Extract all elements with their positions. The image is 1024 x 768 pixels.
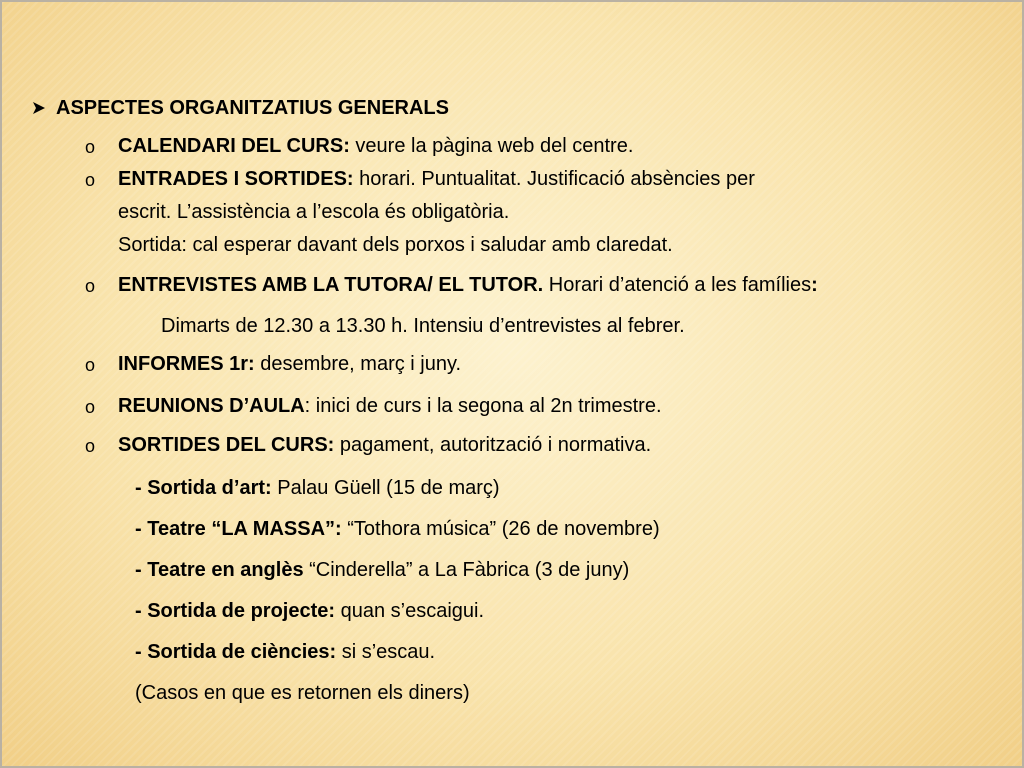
entrades-text: horari. Puntualitat. Justificació absències per: [353, 168, 755, 190]
arrow-bullet-icon: [33, 102, 45, 114]
calendari-label: CALENDARI DEL CURS:: [118, 135, 350, 157]
entrevistes-text: Horari d’atenció a les famílies: [543, 274, 812, 296]
sortida-item-text: “Tothora música” (26 de novembre): [341, 518, 660, 540]
sortida-item: [135, 558, 629, 582]
sortida-item-label: - Teatre en anglès: [135, 559, 304, 581]
informes-text: desembre, març i juny.: [254, 353, 462, 375]
sortida-item-label: - Sortida d’art:: [135, 477, 272, 499]
sortida-item-label: - Teatre “LA MASSA”:: [135, 518, 342, 540]
list-bullet: o: [85, 397, 96, 417]
sortida-item-text: Palau Güell (15 de març): [271, 477, 500, 499]
sortida-item-text: quan s’escaigui.: [335, 600, 485, 622]
sortida-item-text: “Cinderella” a La Fàbrica (3 de juny): [303, 559, 630, 581]
list-bullet: o: [85, 436, 96, 456]
sortida-item-label: - Sortida de projecte:: [135, 600, 336, 622]
sortida-item: [135, 476, 500, 500]
entrevistes-colon: :: [811, 274, 818, 296]
section-heading: ASPECTES ORGANITZATIUS GENERALS: [56, 97, 449, 119]
reunions-item: [118, 394, 662, 418]
list-bullet: o: [85, 170, 96, 190]
list-bullet: o: [85, 355, 96, 375]
entrades-text-line2: escrit. L’assistència a l’escola és obligatòria.: [118, 201, 510, 223]
entrades-item: [118, 167, 755, 191]
reunions-label: REUNIONS D’AULA: [118, 395, 305, 417]
sortida-item-text: si s’escau.: [336, 641, 436, 663]
calendari-text: veure la pàgina web del centre.: [349, 135, 634, 157]
list-bullet: o: [85, 276, 96, 296]
sortida-item: [135, 640, 435, 664]
informes-item: [118, 352, 461, 376]
sortida-item: [135, 517, 660, 541]
sortida-item-label: - Sortida de ciències:: [135, 641, 337, 663]
sortides-text: pagament, autorització i normativa.: [334, 434, 652, 456]
reunions-text: : inici de curs i la segona al 2n trimestre.: [304, 395, 662, 417]
sortides-note: (Casos en que es retornen els diners): [135, 682, 470, 704]
sortida-item: [135, 599, 484, 623]
entrades-text-line3: Sortida: cal esperar davant dels porxos i saludar amb claredat.: [118, 234, 673, 256]
entrades-label: ENTRADES I SORTIDES:: [118, 168, 354, 190]
entrevistes-item: [118, 273, 818, 297]
sortides-item: [118, 433, 651, 457]
informes-label: INFORMES 1r:: [118, 353, 255, 375]
sortides-label: SORTIDES DEL CURS:: [118, 434, 335, 456]
calendari-item: [118, 134, 633, 158]
entrevistes-detail: Dimarts de 12.30 a 13.30 h. Intensiu d’entrevistes al febrer.: [161, 315, 685, 337]
entrevistes-label: ENTREVISTES AMB LA TUTORA/ EL TUTOR.: [118, 274, 544, 296]
list-bullet: o: [85, 137, 96, 157]
